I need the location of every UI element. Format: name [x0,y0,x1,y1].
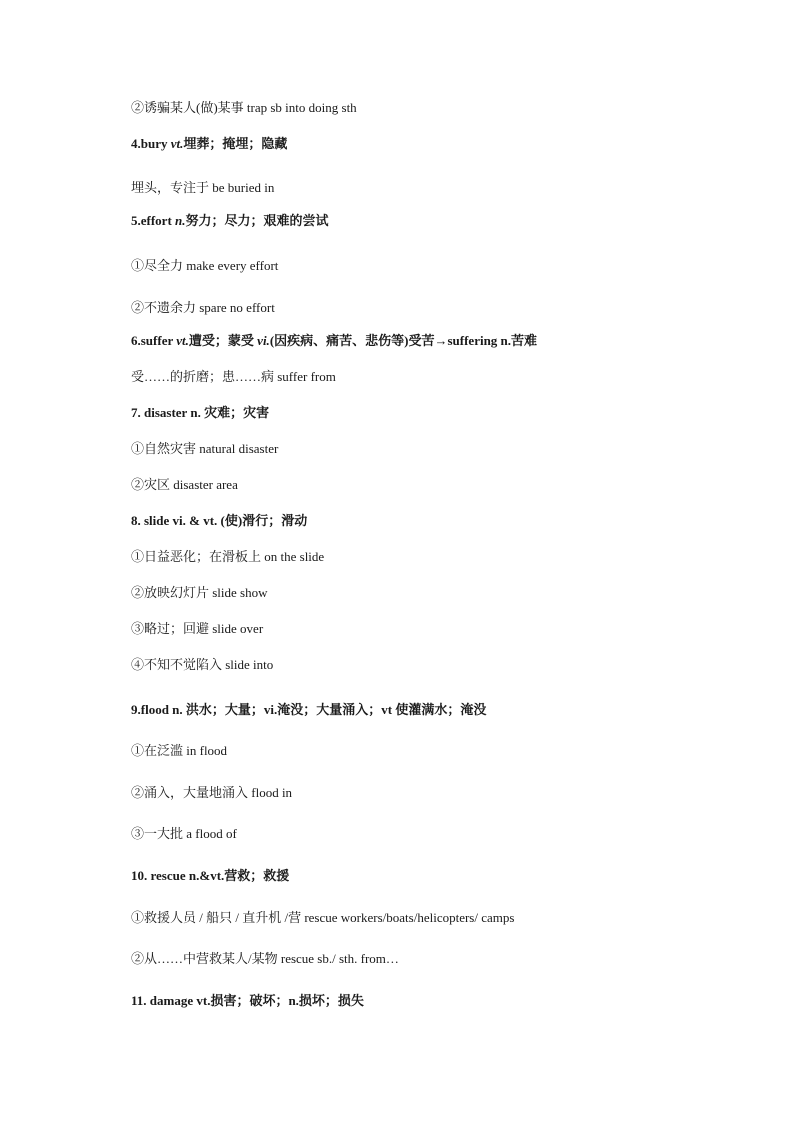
entry-damage-heading: 11. damage vt.损害；破坏；n.损坏；损失 [131,993,364,1008]
entry-slide-heading: 8. slide vi. & vt. (使)滑行；滑动 [131,513,308,528]
phrase-be-buried-in: 埋头，专注于 be buried in [131,180,275,195]
phrase-slide-show: ②放映幻灯片 slide show [131,585,268,600]
entry-meaning: 遭受；蒙受 [188,333,258,348]
phrase-spare-no-effort: ②不遗余力 spare no effort [131,300,275,315]
phrase-in-flood: ①在泛滥 in flood [131,743,228,758]
entry-effort-heading [131,213,329,229]
entry-meaning: 埋葬；掩埋；隐藏 [183,136,288,151]
entry-meaning-2: (因疾病、痛苦、悲伤等)受苦→suffering n.苦难 [269,333,538,348]
phrase-disaster-area: ②灾区 disaster area [131,477,238,492]
entry-disaster-heading: 7. disaster n. 灾难；灾害 [131,405,270,420]
phrase-on-the-slide: ①日益恶化；在滑板上 on the slide [131,549,325,564]
part-of-speech: vt. [170,136,184,151]
phrase-trap-into: ②诱骗某人(做)某事 trap sb into doing sth [131,100,357,115]
part-of-speech: vt. [176,333,189,348]
entry-flood-heading: 9.flood n. 洪水；大量；vi.淹没；大量涌入；vt 使灌满水；淹没 [131,702,487,717]
phrase-rescue-workers: ①救援人员 / 船只 / 直升机 /营 rescue workers/boats/helicopters/ camps [131,910,515,925]
phrase-slide-over: ③略过；回避 slide over [131,621,264,636]
part-of-speech: n. [175,213,186,228]
phrase-slide-into: ④不知不觉陷入 slide into [131,657,274,672]
part-of-speech-2: vi. [257,333,270,348]
entry-rescue-heading: 10. rescue n.&vt.营救；救援 [131,868,290,883]
entry-bury-heading [131,136,287,152]
phrase-flood-in: ②涌入，大量地涌入 flood in [131,785,293,800]
phrase-make-every-effort: ①尽全力 make every effort [131,258,279,273]
phrase-a-flood-of: ③一大批 a flood of [131,826,237,841]
entry-meaning: 努力；尽力；艰难的尝试 [185,213,329,228]
phrase-suffer-from: 受……的折磨；患……病 suffer from [131,369,336,384]
entry-suffer-heading [131,333,537,349]
entry-word: 4.bury [131,136,168,151]
entry-word: 5.effort [131,213,172,228]
phrase-rescue-from: ②从……中营救某人/某物 rescue sb./ sth. from… [131,951,399,966]
phrase-natural-disaster: ①自然灾害 natural disaster [131,441,279,456]
entry-word: 6.suffer [131,333,174,348]
